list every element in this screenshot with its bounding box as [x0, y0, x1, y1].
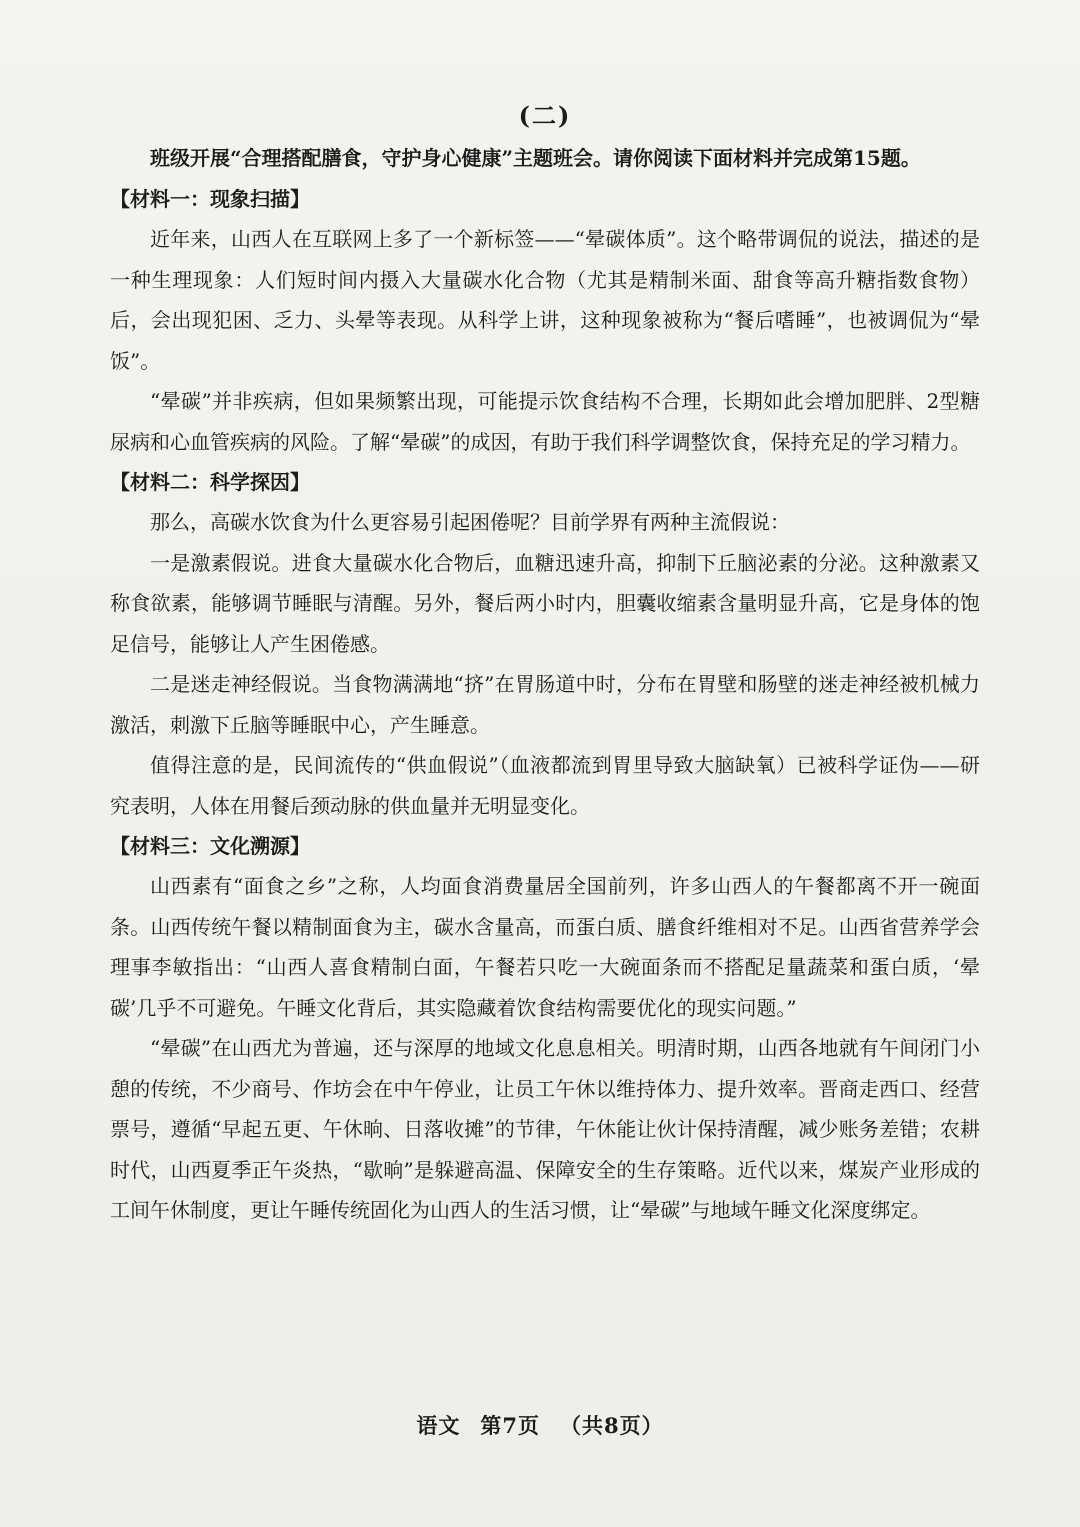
material-three-paragraph: 山西素有“面食之乡”之称，人均面食消费量居全国前列，许多山西人的午餐都离不开一碗面条。山西传统午餐以精制面食为主，碳水含量高，而蛋白质、膳食纤维相对不足。山西省营养学会理事李敏指出：“山西人喜食精制白面，午餐若只吃一大碗面条而不搭配足量蔬菜和蛋白质，‘晕碳’几乎不可避免。午睡文化背后，其实隐藏着饮食结构需要优化的现实问题。” [110, 874, 980, 1020]
material-two [110, 462, 980, 826]
material-two-paragraph: 一是激素假说。进食大量碳水化合物后，血糖迅速升高，抑制下丘脑泌素的分泌。这种激素又称食欲素，能够调节睡眠与清醒。另外，餐后两小时内，胆囊收缩素含量明显升高，它是身体的饱足信号，能够让人产生困倦感。 [110, 550, 980, 656]
material-one-heading: 【材料一：现象扫描】 [110, 187, 310, 211]
material-two-paragraph: 二是迷走神经假说。当食物满满地“挤”在胃肠道中时，分布在胃壁和肠壁的迷走神经被机械力激活，刺激下丘脑等睡眠中心，产生睡意。 [110, 672, 980, 737]
material-one-paragraph: 近年来，山西人在互联网上多了一个新标签——“晕碳体质”。这个略带调侃的说法，描述的是一种生理现象：人们短时间内摄入大量碳水化合物（尤其是精制米面、甜食等高升糖指数食物）后，会出现犯困、乏力、头晕等表现。从科学上讲，这种现象被称为“餐后嗜睡”，也被调侃为“晕饭”。 [110, 227, 980, 373]
footer-total-pages: （共8页） [560, 1413, 664, 1438]
intro-text: 班级开展“合理搭配膳食，守护身心健康”主题班会。请你阅读下面材料并完成第15题。 [150, 146, 921, 170]
footer-page-number: 第7页 [480, 1413, 540, 1438]
page-footer [0, 1410, 1080, 1440]
material-one-paragraph: “晕碳”并非疾病，但如果频繁出现，可能提示饮食结构不合理，长期如此会增加肥胖、2型糖尿病和心血管疾病的风险。了解“晕碳”的成因，有助于我们科学调整饮食，保持充足的学习精力。 [110, 389, 980, 454]
footer-subject: 语文 [416, 1413, 461, 1438]
material-two-paragraph: 值得注意的是，民间流传的“供血假说”（血液都流到胃里导致大脑缺氧）已被科学证伪——研究表明，人体在用餐后颈动脉的供血量并无明显变化。 [110, 753, 980, 818]
material-three-heading: 【材料三：文化溯源】 [110, 834, 310, 858]
material-one [110, 179, 980, 462]
section-title: (二) [518, 101, 572, 130]
material-three [110, 826, 980, 1231]
material-two-paragraph: 那么，高碳水饮食为什么更容易引起困倦呢？目前学界有两种主流假说： [150, 510, 790, 534]
material-two-heading: 【材料二：科学探因】 [110, 470, 310, 494]
material-three-paragraph: “晕碳”在山西尤为普遍，还与深厚的地域文化息息相关。明清时期，山西各地就有午间闭门小憩的传统，不少商号、作坊会在中午停业，让员工午休以维持体力、提升效率。晋商走西口、经营票号，遵循“早起五更、午休晌、日落收摊”的节律，午休能让伙计保持清醒，减少账务差错；农耕时代，山西夏季正午炎热，“歇晌”是躲避高温、保障安全的生存策略。近代以来，煤炭产业形成的工间午休制度，更让午睡传统固化为山西人的生活习惯，让“晕碳”与地域午睡文化深度绑定。 [110, 1036, 980, 1222]
page-content [110, 96, 980, 1231]
